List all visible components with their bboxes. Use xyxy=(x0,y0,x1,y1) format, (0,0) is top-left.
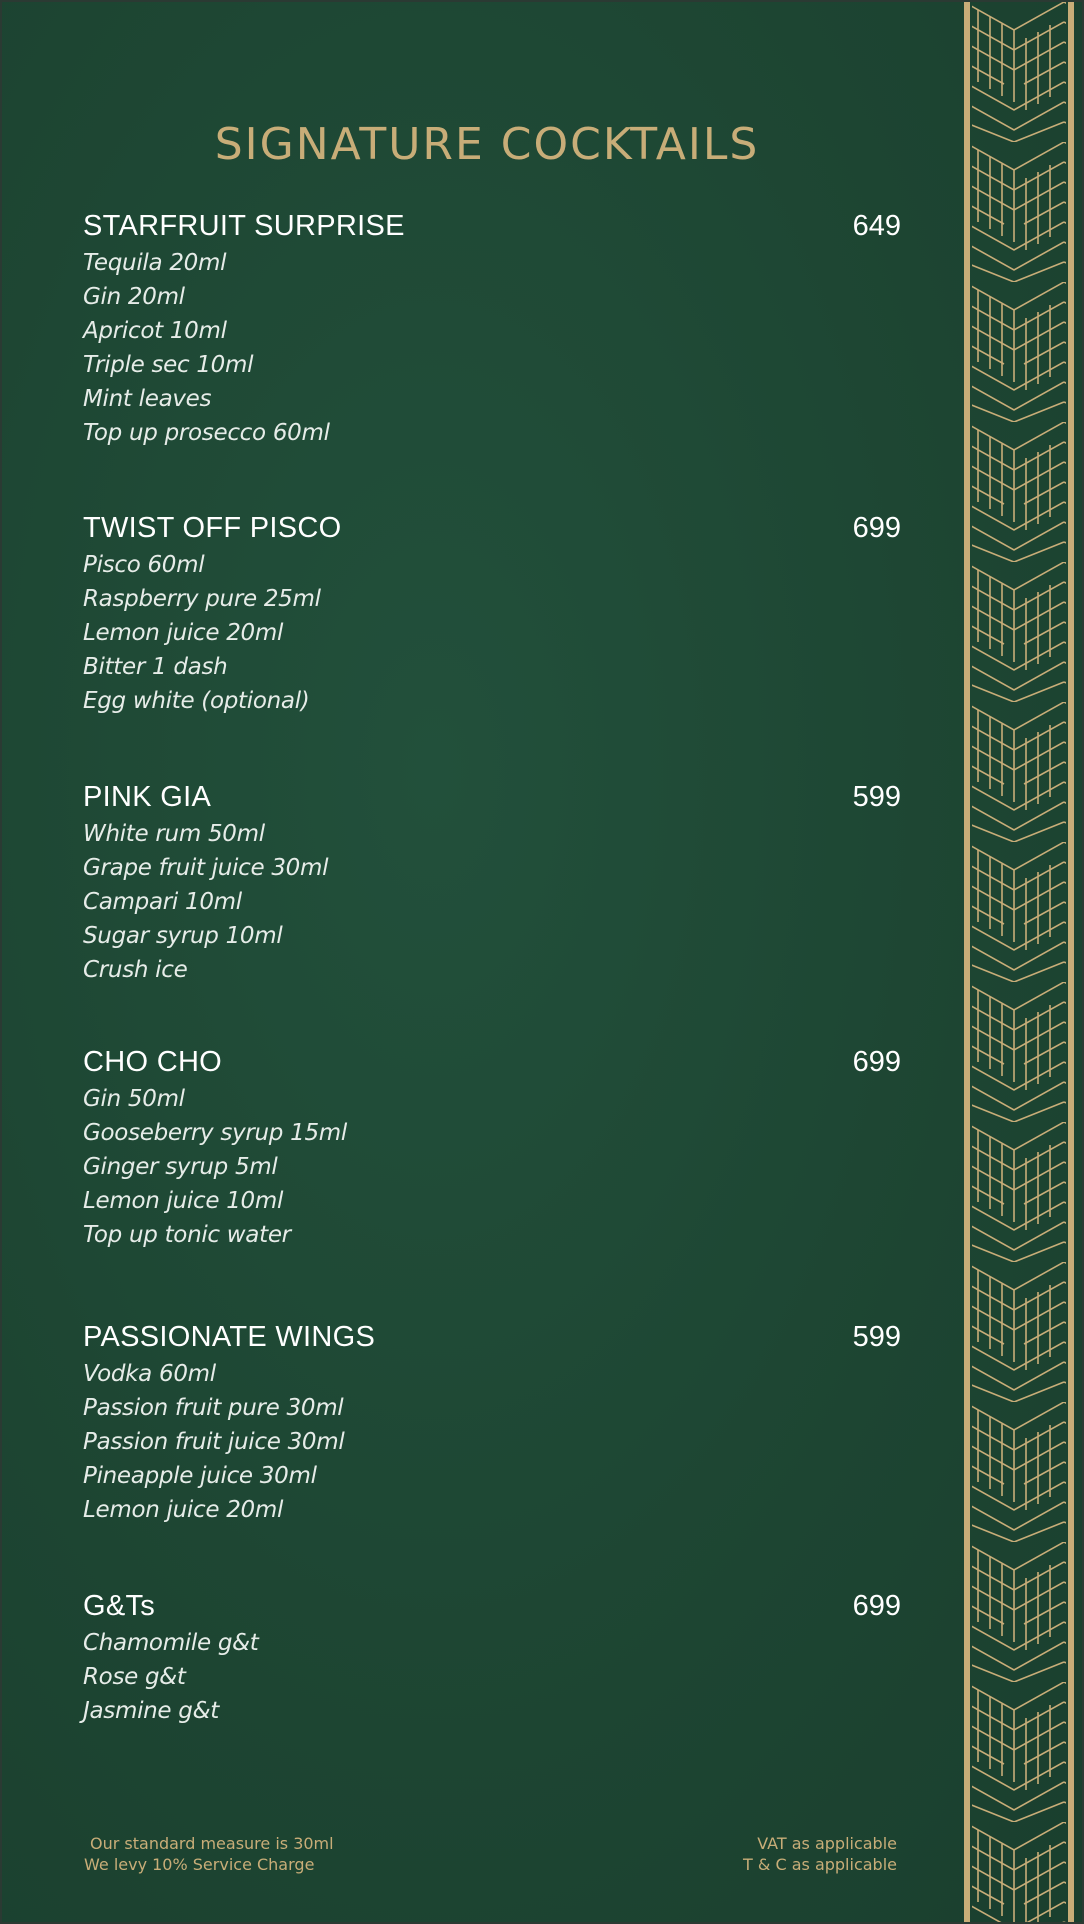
item-price: 699 xyxy=(852,1046,901,1078)
ingredient-list xyxy=(83,817,901,987)
page-title: SIGNATURE COCKTAILS xyxy=(214,119,760,171)
item-name: PINK GIA xyxy=(83,781,212,813)
ingredient: Gin 50ml xyxy=(83,1086,185,1112)
geometric-border-pattern xyxy=(964,2,1074,1924)
ingredient-list xyxy=(83,1357,901,1527)
ingredient: Rose g&t xyxy=(83,1664,186,1690)
ingredient: Jasmine g&t xyxy=(83,1698,219,1724)
ingredient: Apricot 10ml xyxy=(83,318,227,344)
item-price: 599 xyxy=(852,781,901,813)
ingredient: Top up tonic water xyxy=(83,1222,291,1248)
item-name: CHO CHO xyxy=(83,1046,223,1078)
ingredient: Chamomile g&t xyxy=(83,1630,259,1656)
ingredient: Egg white (optional) xyxy=(83,688,310,714)
footer-notes-left xyxy=(84,1833,334,1875)
item-name: STARFRUIT SURPRISE xyxy=(83,210,405,242)
vat-note: VAT as applicable xyxy=(757,1834,897,1853)
ingredient: Passion fruit juice 30ml xyxy=(83,1429,345,1455)
ingredient: Gooseberry syrup 15ml xyxy=(83,1120,347,1146)
item-price: 599 xyxy=(852,1321,901,1353)
ingredient: Ginger syrup 5ml xyxy=(83,1154,278,1180)
ingredient-list xyxy=(83,1082,901,1252)
ingredient: Triple sec 10ml xyxy=(83,352,254,378)
ingredient: Tequila 20ml xyxy=(83,250,227,276)
ingredient: White rum 50ml xyxy=(83,821,265,847)
menu-item xyxy=(83,1321,901,1527)
ingredient: Top up prosecco 60ml xyxy=(83,420,330,446)
ingredient: Lemon juice 20ml xyxy=(83,1497,284,1523)
ingredient: Pisco 60ml xyxy=(83,552,205,578)
ingredient: Grape fruit juice 30ml xyxy=(83,855,329,881)
ingredient: Bitter 1 dash xyxy=(83,654,228,680)
ingredient: Raspberry pure 25ml xyxy=(83,586,321,612)
service-charge-note: We levy 10% Service Charge xyxy=(84,1855,315,1874)
item-name: TWIST OFF PISCO xyxy=(83,512,342,544)
menu-item xyxy=(83,781,901,987)
ingredient: Campari 10ml xyxy=(83,889,242,915)
ingredient-list xyxy=(83,246,901,450)
ingredient: Lemon juice 10ml xyxy=(83,1188,284,1214)
item-price: 649 xyxy=(852,210,901,242)
footer-notes-right xyxy=(743,1833,897,1875)
menu-item xyxy=(83,1590,901,1728)
ingredient: Pineapple juice 30ml xyxy=(83,1463,317,1489)
ingredient-list xyxy=(83,548,901,718)
ingredient: Gin 20ml xyxy=(83,284,185,310)
menu-item xyxy=(83,210,901,450)
ingredient: Lemon juice 20ml xyxy=(83,620,284,646)
item-price: 699 xyxy=(852,1590,901,1622)
ingredient-list xyxy=(83,1626,901,1728)
ingredient: Passion fruit pure 30ml xyxy=(83,1395,344,1421)
item-price: 699 xyxy=(852,512,901,544)
item-name: G&Ts xyxy=(83,1590,156,1622)
ingredient: Crush ice xyxy=(83,957,188,983)
terms-note: T & C as applicable xyxy=(743,1855,897,1874)
menu-item xyxy=(83,1046,901,1252)
item-name: PASSIONATE WINGS xyxy=(83,1321,376,1353)
menu-item xyxy=(83,512,901,718)
ingredient: Mint leaves xyxy=(83,386,212,412)
ingredient: Sugar syrup 10ml xyxy=(83,923,283,949)
measure-note: Our standard measure is 30ml xyxy=(90,1834,334,1853)
ingredient: Vodka 60ml xyxy=(83,1361,216,1387)
